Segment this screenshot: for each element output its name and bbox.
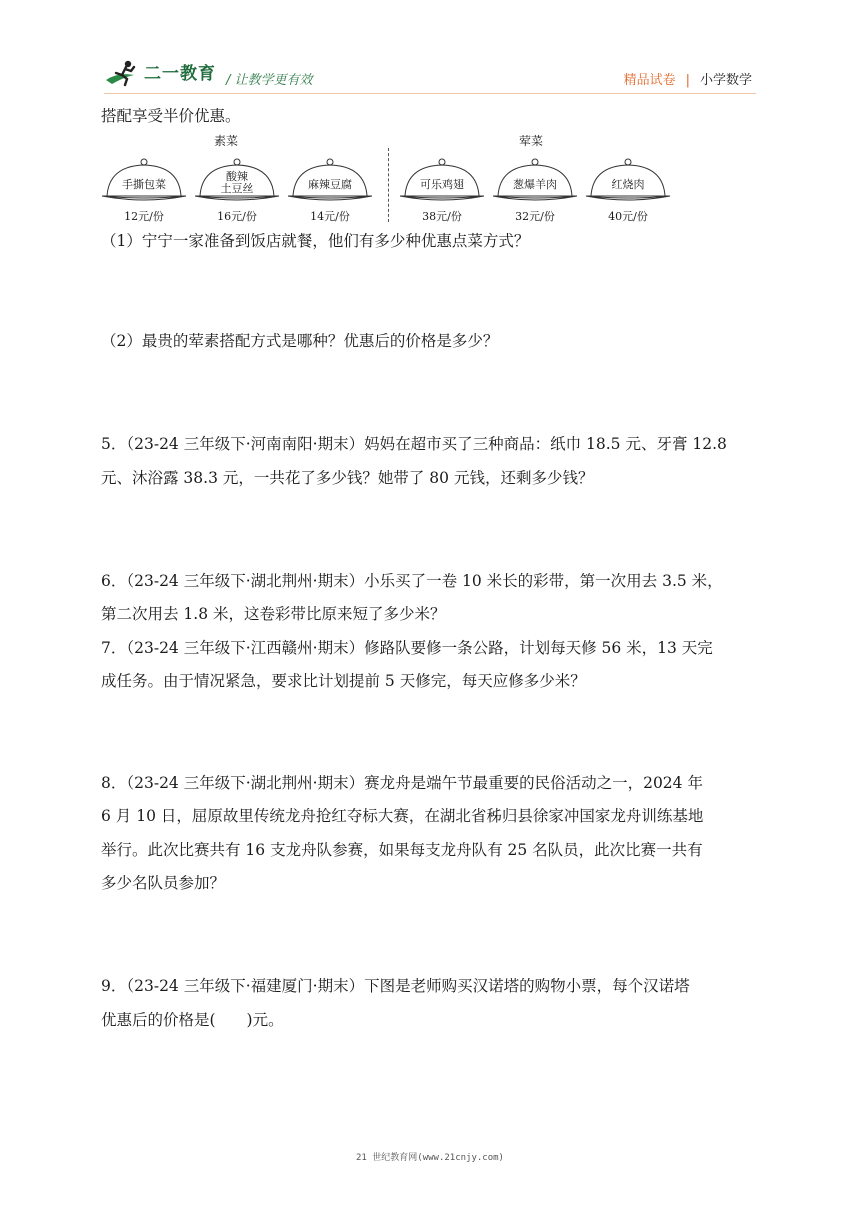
dish-price: 40元/份 [608,210,648,223]
page-header [0,0,860,100]
slogan: / 让教学更有效 [226,73,313,88]
question-5-line-1: 5．（23-24 三年级下·河南南阳·期末）妈妈在超市买了三种商品：纸巾 18.5 元、牙膏 12.8 [101,435,727,453]
intro-line: 搭配享受半价优惠。 [101,107,241,125]
question-5-line-2: 元、沐浴露 38.3 元，一共花了多少钱？她带了 80 元钱，还剩多少钱？ [101,469,594,487]
dish-name: 葱爆羊肉 [513,178,557,191]
dish-item [399,158,485,224]
dish-price: 12元/份 [124,210,164,223]
runner-logo-icon [104,58,144,88]
dish-item [194,158,280,224]
question-6-line-2: 第二次用去 1.8 米，这卷彩带比原来短了多少米？ [101,605,446,623]
question-8-line-2: 6 月 10 日，屈原故里传统龙舟抢红夺标大赛，在湖北省秭归县徐家冲国家龙舟训练基地 [101,807,704,825]
question-8-line-4: 多少名队员参加？ [101,874,226,892]
dish-price: 14元/份 [310,210,350,223]
subject-label: 小学数学 [699,73,752,88]
header-separator: | [685,73,690,88]
dish-name: 手撕包菜 [122,178,166,191]
menu-figure [101,128,661,224]
quality-tag: 精品试卷 [623,73,676,88]
dish-item [101,158,187,224]
logo-text: 二一教育 [144,64,216,84]
dish-item [492,158,578,224]
header-right [624,69,752,88]
dish-name: 红烧肉 [611,178,645,191]
question-9-line-1: 9．（23-24 三年级下·福建厦门·期末）下图是老师购买汉诺塔的购物小票，每个汉诺塔 [101,977,690,995]
question-6-line-1: 6．（23-24 三年级下·湖北荆州·期末）小乐买了一卷 10 米长的彩带，第一次用去 3.5 米， [101,572,723,590]
dish-item [287,158,373,224]
dish-price: 38元/份 [422,210,462,223]
question-9-line-2: 优惠后的价格是( )元。 [101,1011,284,1029]
dish-price: 32元/份 [515,210,555,223]
dish-name: 土豆丝 [220,182,254,195]
menu-divider [388,148,389,222]
header-divider [104,93,756,94]
page-footer: 21 世纪教育网(www.21cnjy.com) [356,1153,504,1163]
meat-category-label: 荤菜 [519,134,544,148]
question-7-line-1: 7．（23-24 三年级下·江西赣州·期末）修路队要修一条公路，计划每天修 56 米，13 天完 [101,639,713,657]
question-8-line-1: 8．（23-24 三年级下·湖北荆州·期末）赛龙舟是端午节最重要的民俗活动之一，2024 年 [101,774,703,792]
dish-name: 可乐鸡翅 [420,178,464,191]
dish-item [585,158,671,224]
dish-price: 16元/份 [217,210,257,223]
veg-category-label: 素菜 [214,134,239,148]
logo [104,58,216,88]
dish-name: 酸辣 [226,170,248,183]
dish-name: 麻辣豆腐 [308,178,352,191]
question-7-line-2: 成任务。由于情况紧急，要求比计划提前 5 天修完，每天应修多少米？ [101,672,586,690]
question-4-1: （1）宁宁一家准备到饭店就餐，他们有多少种优惠点菜方式？ [101,232,530,250]
question-8-line-3: 举行。此次比赛共有 16 支龙舟队参赛，如果每支龙舟队有 25 名队员，此次比赛一共有 [101,841,703,859]
question-4-2: （2）最贵的荤素搭配方式是哪种？优惠后的价格是多少？ [101,332,499,350]
